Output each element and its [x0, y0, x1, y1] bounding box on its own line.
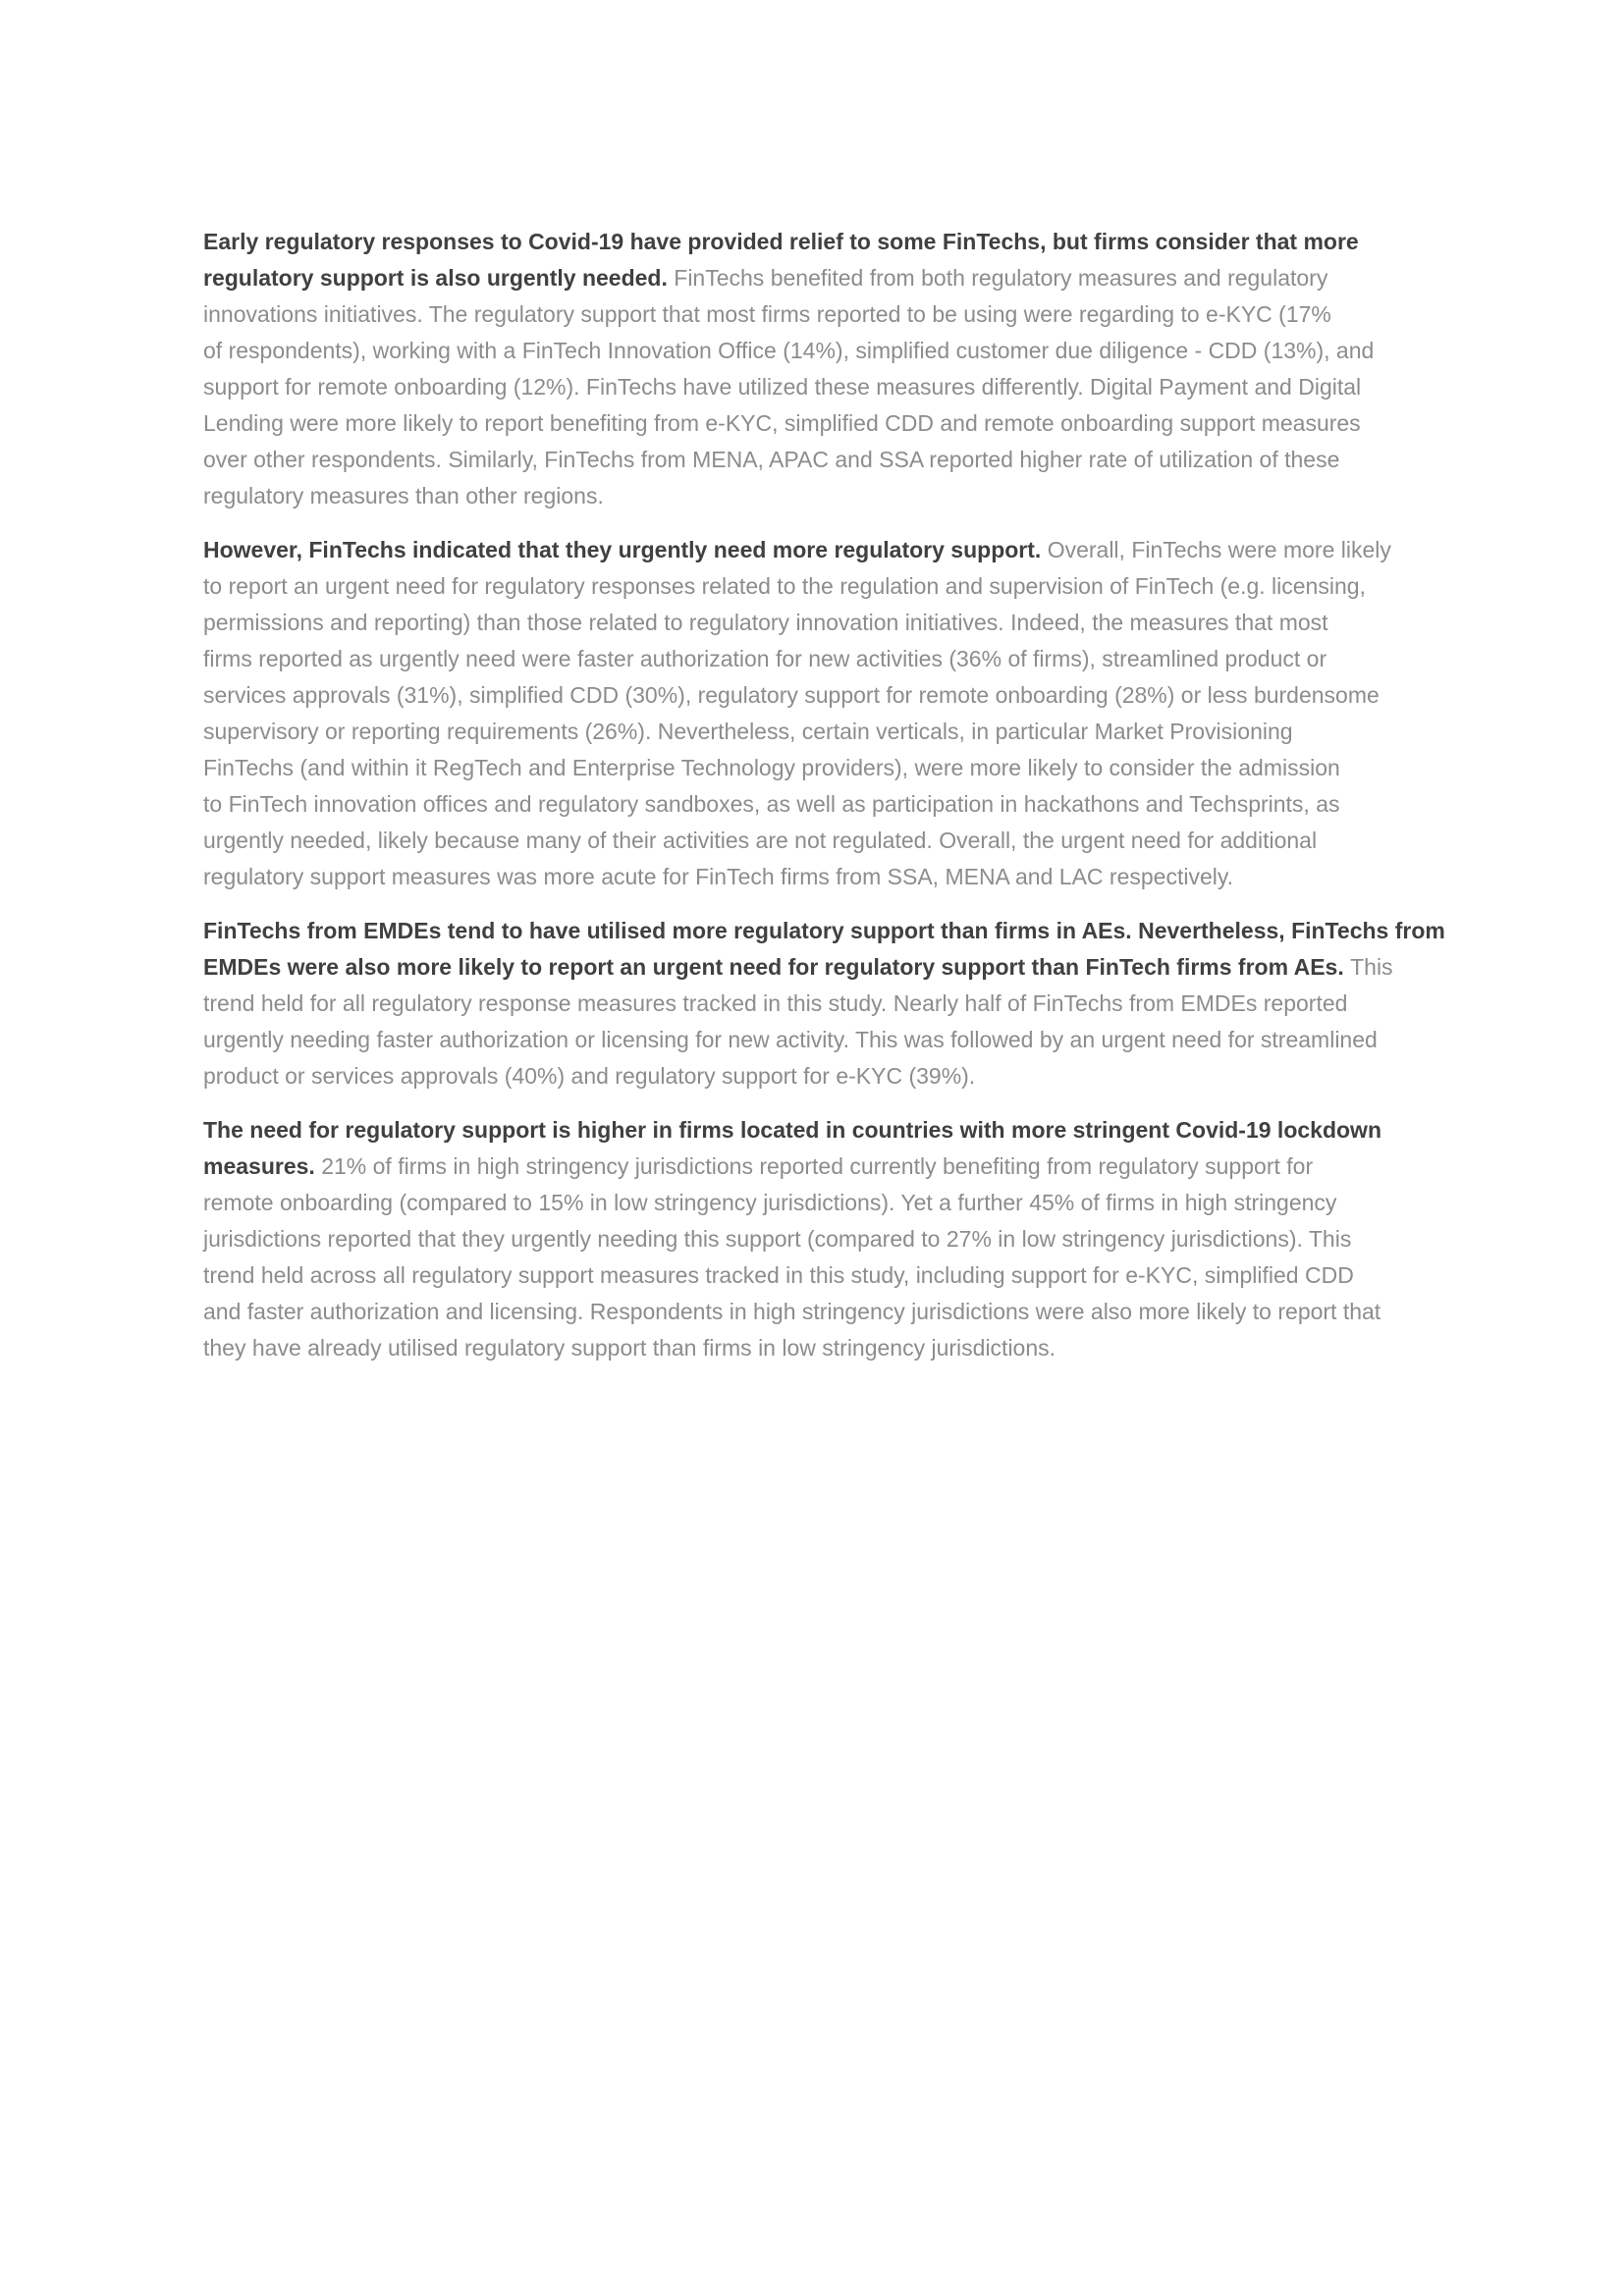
text-line: trend held across all regulatory support measures tracked in this study, including support for e-KYC, simplified CDD: [203, 1262, 1354, 1288]
text-line: support for remote onboarding (12%). FinTechs have utilized these measures differently. Digital Payment and Digital: [203, 374, 1362, 400]
text-line: The need for regulatory support is higher in firms located in countries with more stringent Covid-19 lockdown: [203, 1117, 1381, 1143]
text-line: firms reported as urgently need were faster authorization for new activities (36% of firms), streamlined product or: [203, 646, 1327, 671]
text-line: regulatory support measures was more acute for FinTech firms from SSA, MENA and LAC respectively.: [203, 864, 1234, 889]
paragraph-urgent-need-more-support: [203, 532, 1578, 895]
paragraph-emdes-vs-aes: [203, 913, 1578, 1095]
text-line: trend held for all regulatory response measures tracked in this study. Nearly half of FinTechs from EMDEs reported: [203, 990, 1348, 1016]
paragraph-stringency-lockdown: [203, 1112, 1578, 1366]
text-line: Lending were more likely to report benefiting from e-KYC, simplified CDD and remote onboarding support measures: [203, 410, 1361, 436]
text-line: of respondents), working with a FinTech Innovation Office (14%), simplified customer due diligence - CDD (13%), and: [203, 338, 1375, 363]
text-line: urgently needed, likely because many of their activities are not regulated. Overall, the urgent need for additional: [203, 828, 1318, 853]
text-line: regulatory measures than other regions.: [203, 483, 604, 508]
document-text-block: [203, 224, 1578, 1384]
text-line: jurisdictions reported that they urgently needing this support (compared to 27% in low stringency jurisdictions). This: [203, 1226, 1352, 1252]
text-line: to report an urgent need for regulatory responses related to the regulation and supervision of FinTech (e.g. licensing,: [203, 573, 1366, 599]
text-line: regulatory support is also urgently needed. FinTechs benefited from both regulatory measures and regulatory: [203, 265, 1328, 291]
text-line: FinTechs (and within it RegTech and Enterprise Technology providers), were more likely to consider the admission: [203, 755, 1340, 780]
text-line: innovations initiatives. The regulatory support that most firms reported to be using were regarding to e-KYC (17%: [203, 301, 1331, 327]
text-line: Early regulatory responses to Covid-19 have provided relief to some FinTechs, but firms consider that more: [203, 229, 1359, 254]
text-line: supervisory or reporting requirements (26%). Nevertheless, certain verticals, in particular Market Provisioning: [203, 719, 1293, 744]
text-line: measures. 21% of firms in high stringency jurisdictions reported currently benefiting from regulatory support for: [203, 1153, 1314, 1179]
text-line: remote onboarding (compared to 15% in low stringency jurisdictions). Yet a further 45% of firms in high stringency: [203, 1190, 1337, 1215]
text-line: product or services approvals (40%) and regulatory support for e-KYC (39%).: [203, 1063, 976, 1089]
text-line: EMDEs were also more likely to report an urgent need for regulatory support than FinTech firms from AEs. This: [203, 954, 1393, 980]
text-line: However, FinTechs indicated that they urgently need more regulatory support. Overall, FinTechs were more likely: [203, 537, 1391, 562]
text-line: to FinTech innovation offices and regulatory sandboxes, as well as participation in hackathons and Techsprints, as: [203, 791, 1340, 817]
text-line: FinTechs from EMDEs tend to have utilised more regulatory support than firms in AEs. Nevertheless, FinTechs from: [203, 918, 1445, 943]
text-line: they have already utilised regulatory support than firms in low stringency jurisdictions.: [203, 1335, 1056, 1361]
text-line: permissions and reporting) than those related to regulatory innovation initiatives. Indeed, the measures that most: [203, 610, 1328, 635]
text-line: over other respondents. Similarly, FinTechs from MENA, APAC and SSA reported higher rate of utilization of these: [203, 447, 1340, 472]
text-line: urgently needing faster authorization or licensing for new activity. This was followed by an urgent need for streamlined: [203, 1027, 1378, 1052]
text-line: and faster authorization and licensing. Respondents in high stringency jurisdictions were also more likely to report that: [203, 1299, 1381, 1324]
text-line: services approvals (31%), simplified CDD (30%), regulatory support for remote onboarding (28%) or less burdensome: [203, 682, 1380, 708]
paragraph-early-regulatory-responses: [203, 224, 1578, 514]
